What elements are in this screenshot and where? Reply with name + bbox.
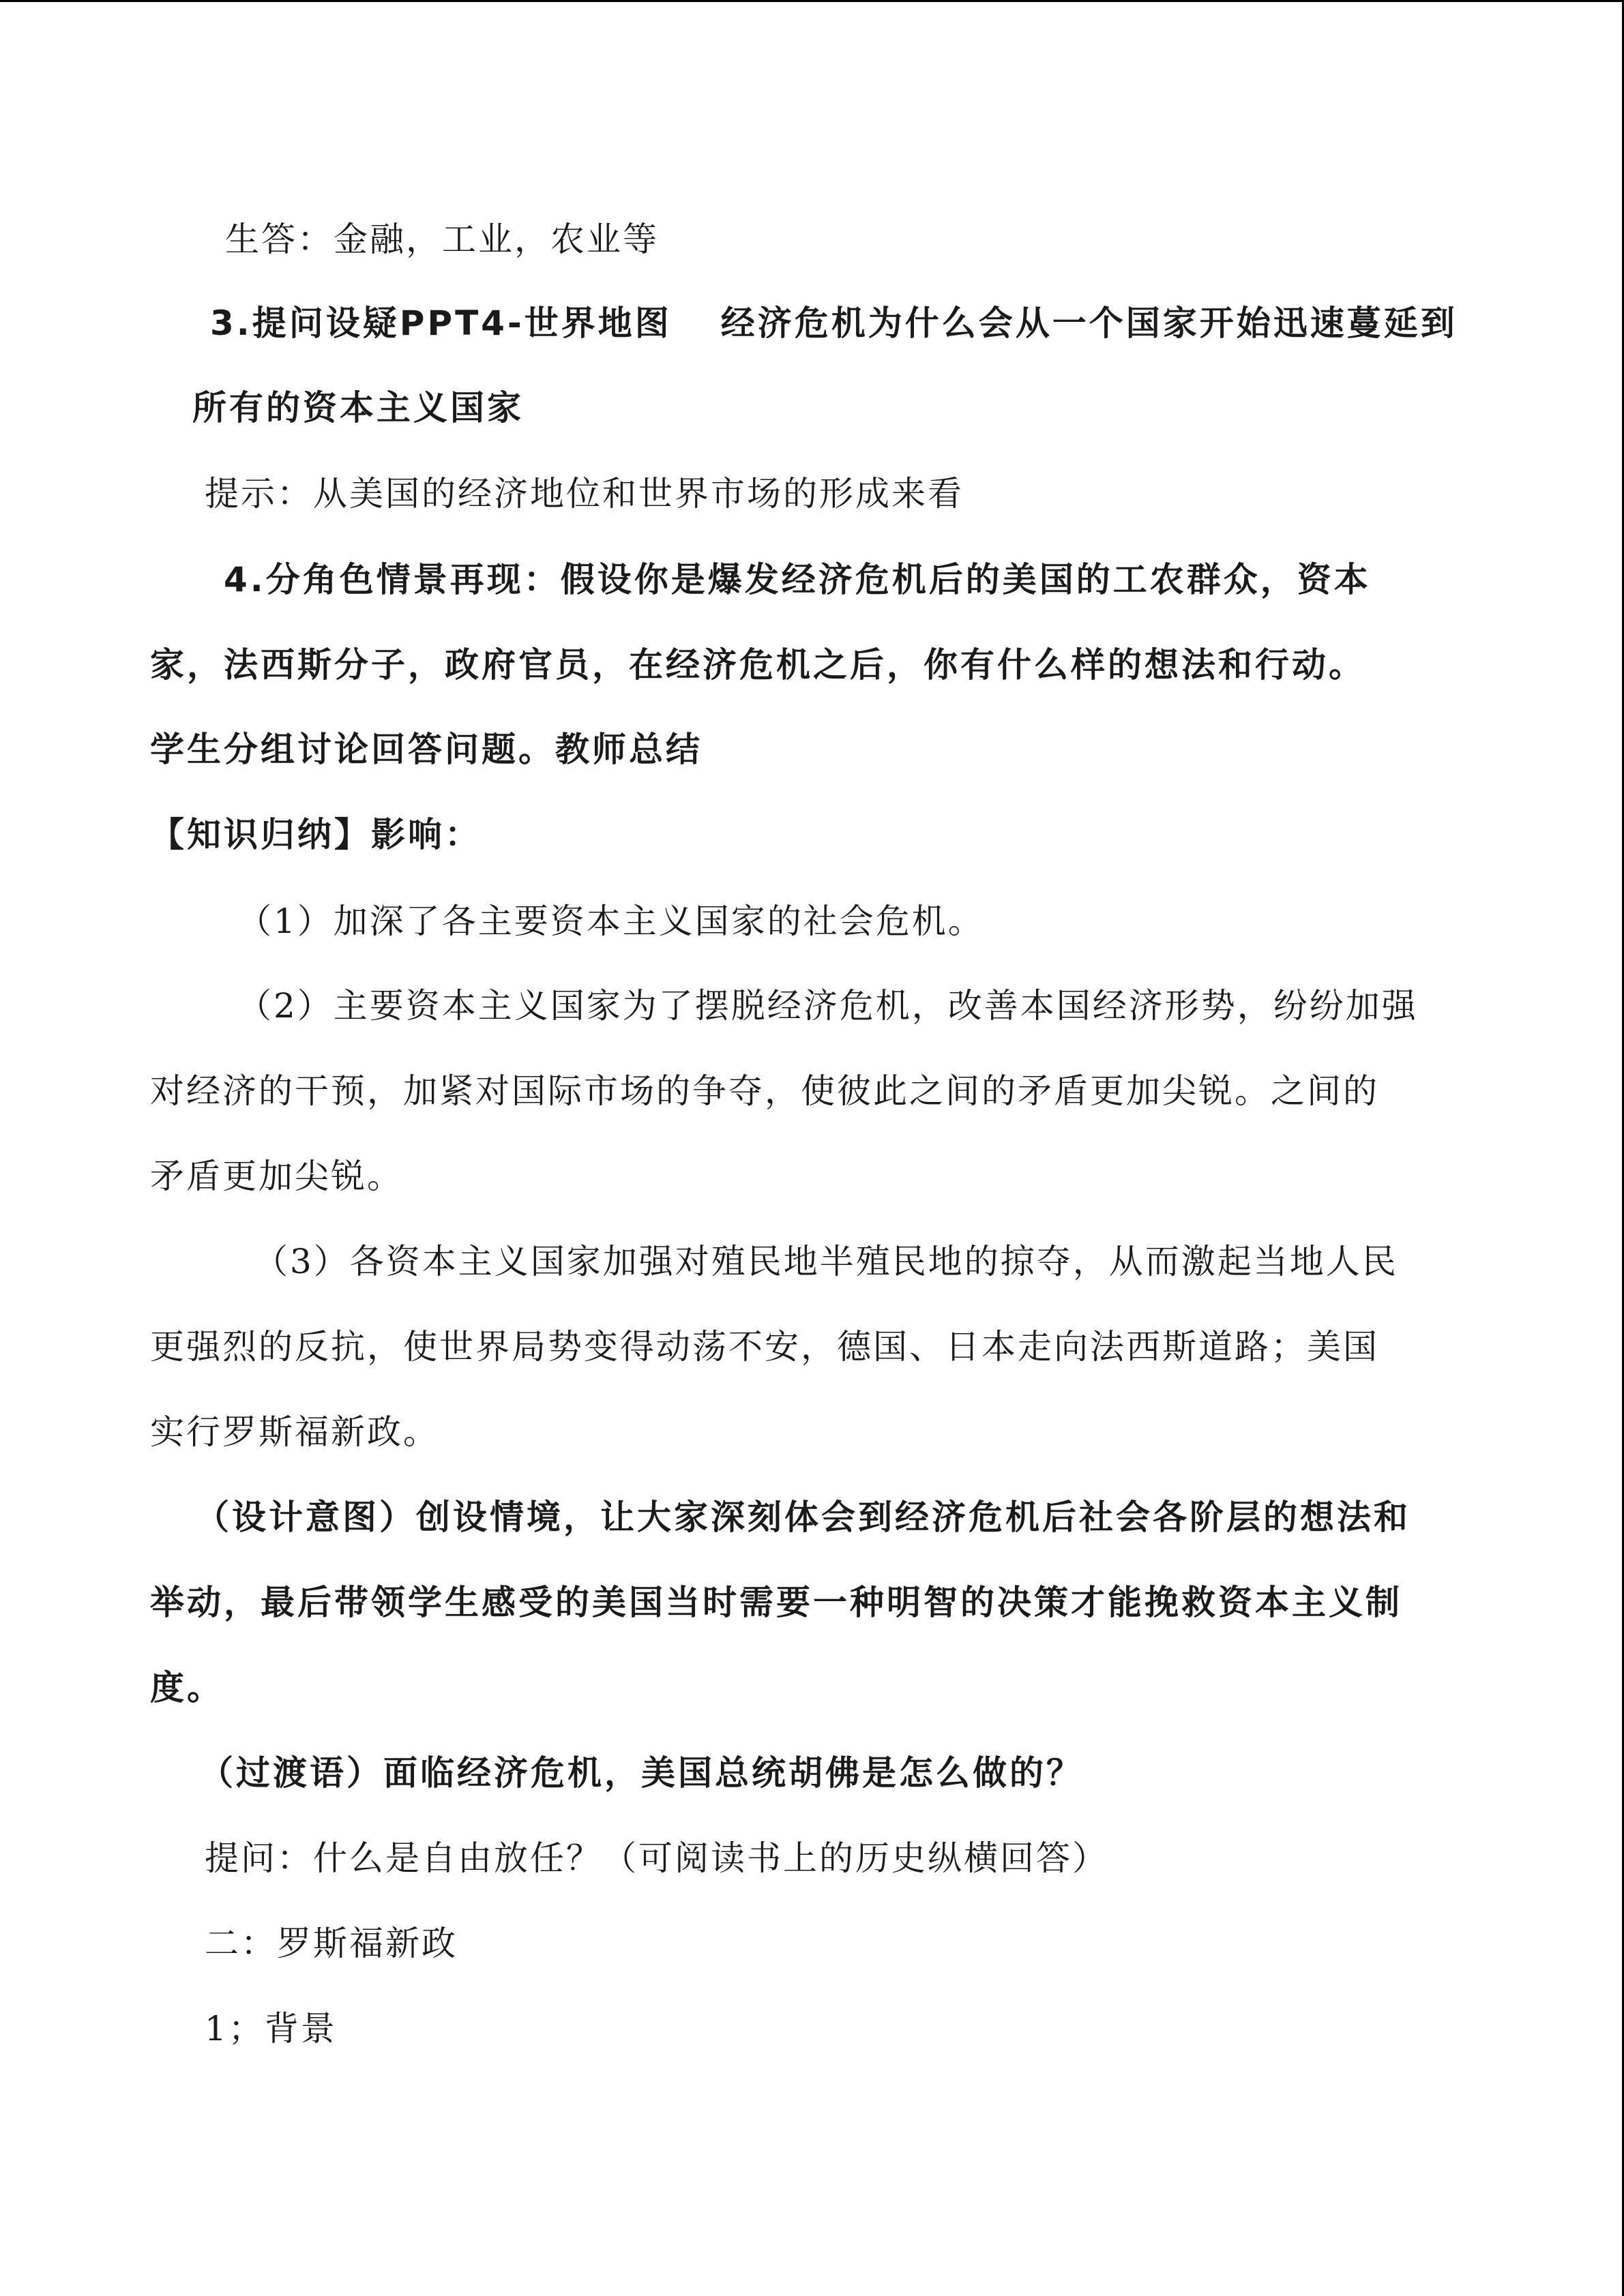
impact-item-2-line-3: 矛盾更加尖锐。	[150, 1157, 403, 1196]
impact-item-3-line-2: 更强烈的反抗，使世界局势变得动荡不安，德国、日本走向法西斯道路；美国	[150, 1327, 1379, 1367]
section-two-heading: 二：罗斯福新政	[205, 1924, 458, 1963]
group-discussion-line: 学生分组讨论回答问题。教师总结	[150, 730, 703, 769]
impact-item-3-line-1: （3）各资本主义国家加强对殖民地半殖民地的掠夺，从而激起当地人民	[254, 1242, 1398, 1281]
hint-line: 提示：从美国的经济地位和世界市场的形成来看	[205, 474, 964, 513]
question-3-label: 3.提问设疑PPT4-世界地图	[210, 303, 672, 343]
knowledge-summary-heading: 【知识归纳】影响：	[150, 815, 482, 854]
role-play-line-2: 家，法西斯分子，政府官员，在经济危机之后，你有什么样的想法和行动。	[150, 645, 1365, 685]
impact-item-3-line-3: 实行罗斯福新政。	[150, 1412, 439, 1452]
question-3-heading	[210, 299, 1458, 347]
impact-item-2-line-1: （2）主要资本主义国家为了摆脱经济危机，改善本国经济形势，纷纷加强	[237, 986, 1418, 1026]
student-answer-line: 生答：金融，工业，农业等	[225, 220, 659, 259]
question-free-market-line: 提问：什么是自由放任？（可阅读书上的历史纵横回答）	[205, 1838, 1108, 1878]
design-intent-line-2: 举动，最后带领学生感受的美国当时需要一种明智的决策才能挽救资本主义制	[150, 1583, 1402, 1622]
impact-item-2-line-2: 对经济的干预，加紧对国际市场的争夺，使彼此之间的矛盾更加尖锐。之间的	[150, 1071, 1379, 1111]
question-3-text: 经济危机为什么会从一个国家开始迅速蔓延到	[720, 303, 1458, 343]
transition-line: （过渡语）面临经济危机，美国总统胡佛是怎么做的？	[199, 1753, 1083, 1793]
background-heading: 1；背景	[205, 2009, 337, 2048]
question-3-continuation: 所有的资本主义国家	[192, 388, 524, 428]
impact-item-1: （1）加深了各主要资本主义国家的社会危机。	[237, 901, 984, 941]
design-intent-line-3: 度。	[150, 1668, 224, 1708]
design-intent-line-1: （设计意图）创设情境，让大家深刻体会到经济危机后社会各阶层的想法和	[195, 1497, 1411, 1537]
role-play-line-1: 4.分角色情景再现：假设你是爆发经济危机后的美国的工农群众，资本	[224, 560, 1371, 599]
